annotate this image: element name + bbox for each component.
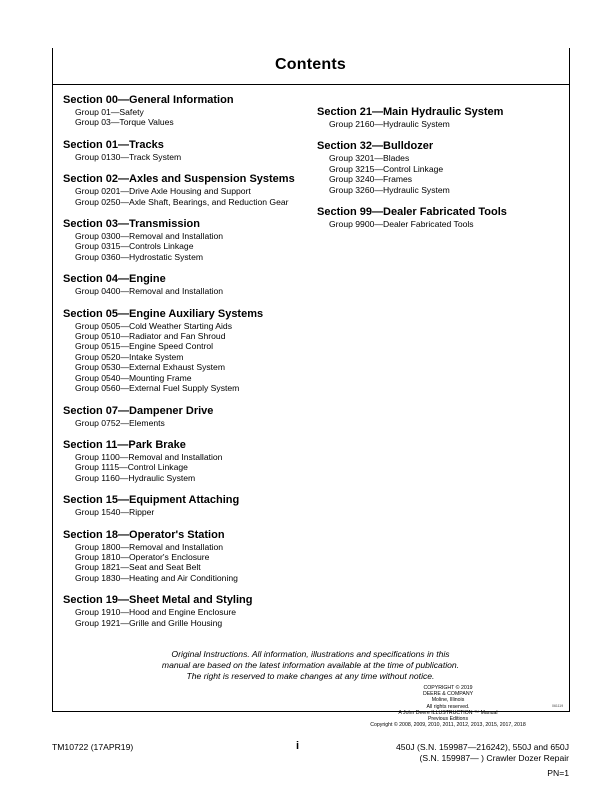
section-title[interactable]: Section 00—General Information [63, 94, 234, 106]
publication-notice [52, 649, 569, 681]
toc-section [63, 273, 318, 296]
group-entry[interactable]: Group 0540—Mounting Frame [75, 372, 192, 383]
section-title[interactable]: Section 02—Axles and Suspension Systems [63, 173, 295, 186]
toc-section [317, 106, 562, 129]
copyright-line: DEERE & COMPANY [422, 691, 474, 698]
notice-line: Original Instructions. All information, illustrations and specifications in this [171, 649, 450, 659]
toc-section [317, 140, 562, 195]
notice-line: The right is reserved to make changes at any time without notice. [186, 670, 435, 681]
group-entry[interactable]: Group 0300—Removal and Installation [75, 231, 224, 242]
group-entry[interactable]: Group 1810—Operator's Enclosure [75, 551, 210, 562]
group-entry[interactable]: Group 0315—Controls Linkage [75, 241, 194, 252]
group-entry[interactable]: Group 0530—External Exhaust System [75, 362, 225, 373]
group-entry[interactable]: Group 0560—External Fuel Supply System [75, 383, 240, 394]
section-title[interactable]: Section 21—Main Hydraulic System [317, 106, 504, 118]
notice-line: manual are based on the latest information available at the time of publication. [161, 659, 460, 670]
copyright-line: Copyright © 2008, 2009, 2010, 2011, 2012, 2013, 2015, 2017, 2018 [370, 722, 526, 729]
section-title[interactable]: Section 01—Tracks [63, 138, 164, 151]
group-entry[interactable]: Group 2160—Hydraulic System [329, 119, 450, 129]
group-entry[interactable]: Group 01—Safety [75, 107, 144, 117]
section-title[interactable]: Section 05—Engine Auxiliary Systems [63, 307, 264, 320]
group-entry[interactable]: Group 0201—Drive Axle Housing and Support [75, 186, 251, 197]
copyright-line: Previous Editions [427, 716, 469, 723]
page-title: Contents [275, 56, 346, 73]
group-entry[interactable]: Group 3240—Frames [329, 174, 413, 185]
group-entry[interactable]: Group 1160—Hydraulic System [75, 472, 196, 483]
copyright-block [368, 685, 528, 728]
group-entry[interactable]: Group 0250—Axle Shaft, Bearings, and Reduction Gear [75, 196, 289, 207]
section-title[interactable]: Section 18—Operator's Station [63, 528, 225, 541]
footer-doc-id: TM10722 (17APR19) [52, 742, 134, 752]
group-entry[interactable]: Group 03—Torque Values [75, 117, 174, 128]
group-entry[interactable]: Group 1830—Heating and Air Conditioning [75, 572, 238, 583]
print-code: 061119 [552, 704, 564, 708]
group-entry[interactable]: Group 0400—Removal and Installation [75, 286, 224, 297]
group-entry[interactable]: Group 1800—Removal and Installation [75, 541, 224, 552]
group-entry[interactable]: Group 9900—Dealer Fabricated Tools [329, 219, 474, 230]
group-entry[interactable]: Group 1921—Grille and Grille Housing [75, 617, 223, 628]
toc-section [63, 94, 318, 128]
toc-section [63, 173, 318, 207]
footer-model-line: (S.N. 159987— ) Crawler Dozer Repair [419, 752, 569, 763]
group-entry[interactable]: Group 1115—Control Linkage [75, 462, 188, 473]
group-entry[interactable]: Group 0505—Cold Weather Starting Aids [75, 320, 233, 331]
toc-section [63, 529, 318, 584]
group-entry[interactable]: Group 3260—Hydraulic System [329, 184, 450, 195]
group-entry[interactable]: Group 0515—Engine Speed Control [75, 341, 214, 352]
copyright-line: All rights reserved. [426, 703, 470, 710]
section-title[interactable]: Section 99—Dealer Fabricated Tools [317, 206, 507, 219]
section-title[interactable]: Section 15—Equipment Attaching [63, 494, 240, 507]
toc-section [63, 139, 318, 162]
footer-model [349, 742, 569, 763]
toc-section [317, 206, 562, 229]
section-title[interactable]: Section 19—Sheet Metal and Styling [63, 594, 253, 607]
group-entry[interactable]: Group 0360—Hydrostatic System [75, 251, 204, 262]
group-entry[interactable]: Group 0752—Elements [75, 417, 165, 428]
copyright-line: Moline, Illinois [431, 697, 465, 704]
group-entry[interactable]: Group 3201—Blades [329, 153, 410, 164]
section-title[interactable]: Section 07—Dampener Drive [63, 404, 214, 417]
section-title[interactable]: Section 04—Engine [63, 273, 166, 286]
toc-section [63, 439, 318, 483]
footer-page-number: i [296, 740, 300, 752]
title-rule [52, 84, 569, 85]
group-entry[interactable]: Group 1821—Seat and Seat Belt [75, 562, 201, 573]
toc-section [63, 218, 318, 262]
group-entry[interactable]: Group 0130—Track System [75, 151, 182, 162]
group-entry[interactable]: Group 0520—Intake System [75, 351, 184, 362]
toc-section [63, 594, 318, 628]
footer-model-line: 450J (S.N. 159987—216242), 550J and 650J [396, 742, 569, 752]
group-entry[interactable]: Group 1540—Ripper [75, 507, 155, 518]
group-entry[interactable]: Group 3215—Control Linkage [329, 163, 444, 174]
group-entry[interactable]: Group 1910—Hood and Engine Enclosure [75, 607, 237, 618]
section-title[interactable]: Section 03—Transmission [63, 218, 200, 231]
toc-section [63, 308, 318, 394]
footer-pn: PN=1 [547, 768, 569, 778]
section-title[interactable]: Section 11—Park Brake [63, 438, 186, 451]
toc-section [63, 494, 318, 517]
group-entry[interactable]: Group 1100—Removal and Installation [75, 451, 223, 462]
section-title[interactable]: Section 32—Bulldozer [317, 140, 434, 153]
contents-right-column [317, 106, 562, 240]
copyright-line: A John Deere ILLUSTRUCTION ™ Manual [398, 709, 498, 716]
copyright-line: COPYRIGHT © 2019 [423, 685, 473, 691]
contents-left-column [63, 94, 318, 639]
toc-section [63, 405, 318, 428]
group-entry[interactable]: Group 0510—Radiator and Fan Shroud [75, 331, 226, 342]
